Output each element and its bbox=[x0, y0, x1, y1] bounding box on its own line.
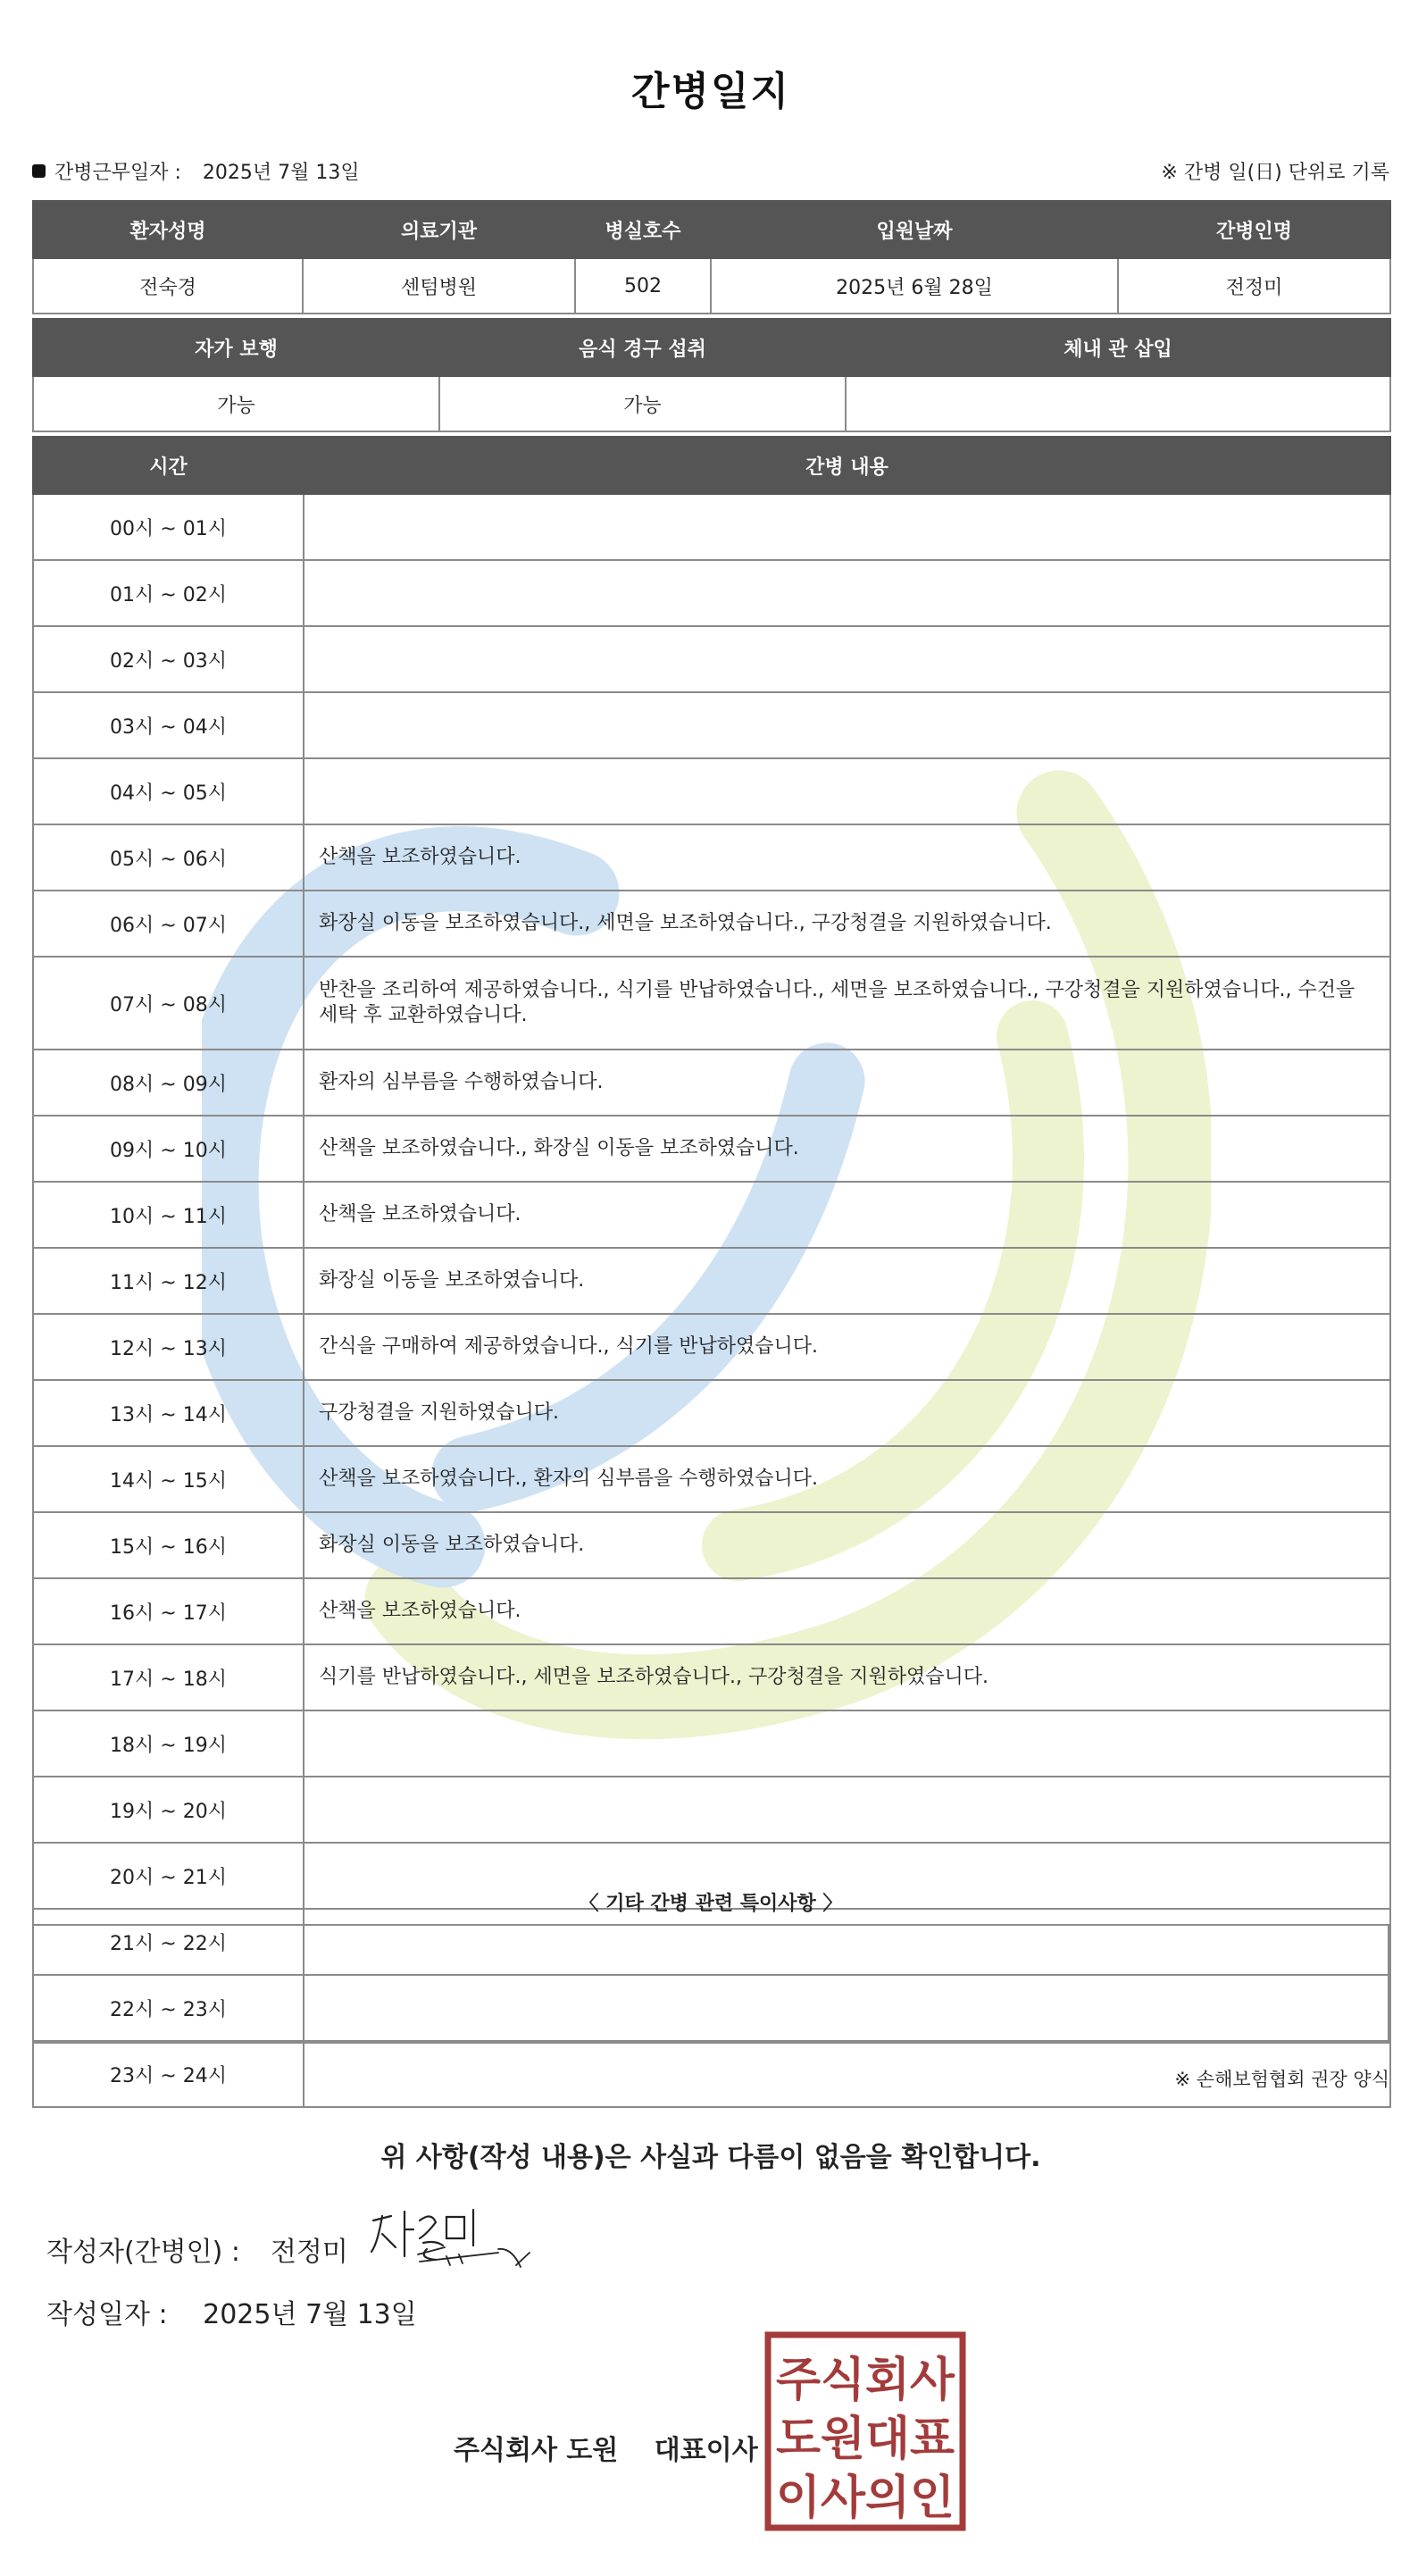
form-note: ※ 손해보험협회 권장 양식 bbox=[1174, 2069, 1389, 2090]
table-row bbox=[33, 1710, 1390, 1777]
content-cell bbox=[304, 494, 1390, 560]
table-row bbox=[33, 957, 1390, 1050]
time-cell: 16시 ~ 17시 bbox=[33, 1578, 304, 1644]
tube-insertion-value bbox=[846, 376, 1390, 431]
content-cell: 화장실 이동을 보조하였습니다., 세면을 보조하였습니다., 구강청결을 지원하였습니다. bbox=[304, 891, 1390, 957]
bullet-square-icon bbox=[32, 164, 46, 178]
writer-row bbox=[46, 2229, 348, 2269]
table-row bbox=[33, 1116, 1390, 1182]
oral-intake-value: 가능 bbox=[439, 376, 846, 431]
writer-name: 전정미 bbox=[270, 2237, 348, 2268]
table-row bbox=[33, 1777, 1390, 1843]
header-tube-insertion: 체내 관 삽입 bbox=[846, 319, 1390, 376]
svg-text:도원대표: 도원대표 bbox=[776, 2413, 955, 2466]
patient-info-table bbox=[32, 200, 1391, 314]
header-self-walking: 자가 보행 bbox=[33, 319, 439, 376]
hospital-name: 센텀병원 bbox=[303, 258, 575, 314]
time-cell: 22시 ~ 23시 bbox=[33, 1975, 304, 2041]
time-cell: 01시 ~ 02시 bbox=[33, 560, 304, 626]
work-date-label: 간병근무일자 : bbox=[54, 162, 181, 184]
table-row bbox=[33, 1512, 1390, 1578]
content-cell: 환자의 심부름을 수행하였습니다. bbox=[304, 1050, 1390, 1116]
time-cell: 10시 ~ 11시 bbox=[33, 1182, 304, 1248]
written-date-row bbox=[46, 2292, 417, 2331]
writer-label: 작성자(간병인) : bbox=[46, 2237, 240, 2268]
content-cell: 산책을 보조하였습니다., 환자의 심부름을 수행하였습니다. bbox=[304, 1446, 1390, 1512]
content-cell: 화장실 이동을 보조하였습니다. bbox=[304, 1512, 1390, 1578]
content-cell: 산책을 보조하였습니다., 화장실 이동을 보조하였습니다. bbox=[304, 1116, 1390, 1182]
time-cell: 13시 ~ 14시 bbox=[33, 1380, 304, 1446]
written-date-label: 작성일자 : bbox=[46, 2299, 168, 2330]
table-row bbox=[33, 1050, 1390, 1116]
content-cell bbox=[304, 626, 1390, 692]
content-cell bbox=[304, 1710, 1390, 1777]
header-time: 시간 bbox=[33, 437, 304, 494]
patient-status-table bbox=[32, 318, 1391, 432]
svg-text:이사의인: 이사의인 bbox=[776, 2471, 955, 2525]
header-room: 병실호수 bbox=[575, 201, 711, 258]
table-row bbox=[33, 1446, 1390, 1512]
time-cell: 19시 ~ 20시 bbox=[33, 1777, 304, 1843]
time-cell: 03시 ~ 04시 bbox=[33, 692, 304, 758]
confirmation-statement: 위 사항(작성 내용)은 사실과 다름이 없음을 확인합니다. bbox=[380, 2142, 1041, 2173]
header-oral-intake: 음식 경구 섭취 bbox=[439, 319, 846, 376]
header-hospital: 의료기관 bbox=[303, 201, 575, 258]
hourly-log-table bbox=[32, 436, 1391, 2108]
table-row bbox=[33, 824, 1390, 891]
time-cell: 20시 ~ 21시 bbox=[33, 1843, 304, 1909]
admission-date: 2025년 6월 28일 bbox=[711, 258, 1118, 314]
header-patient-name: 환자성명 bbox=[33, 201, 303, 258]
content-cell: 산책을 보조하였습니다. bbox=[304, 1182, 1390, 1248]
unit-note: ※ 간병 일(日) 단위로 기록 bbox=[1161, 162, 1389, 184]
table-row bbox=[33, 560, 1390, 626]
handwritten-signature bbox=[364, 2203, 543, 2274]
header-admission-date: 입원날짜 bbox=[711, 201, 1118, 258]
content-cell bbox=[304, 560, 1390, 626]
document-title: 간병일지 bbox=[630, 69, 790, 114]
time-cell: 00시 ~ 01시 bbox=[33, 494, 304, 560]
content-cell bbox=[304, 1777, 1390, 1843]
table-row bbox=[33, 1248, 1390, 1314]
table-row bbox=[33, 1578, 1390, 1644]
room-number: 502 bbox=[575, 258, 711, 314]
table-row bbox=[33, 626, 1390, 692]
time-cell: 02시 ~ 03시 bbox=[33, 626, 304, 692]
time-cell: 07시 ~ 08시 bbox=[33, 957, 304, 1050]
svg-text:주식회사: 주식회사 bbox=[776, 2354, 955, 2407]
content-cell: 산책을 보조하였습니다. bbox=[304, 824, 1390, 891]
time-cell: 23시 ~ 24시 bbox=[33, 2041, 304, 2107]
time-cell: 11시 ~ 12시 bbox=[33, 1248, 304, 1314]
time-cell: 12시 ~ 13시 bbox=[33, 1314, 304, 1380]
time-cell: 09시 ~ 10시 bbox=[33, 1116, 304, 1182]
time-cell: 18시 ~ 19시 bbox=[33, 1710, 304, 1777]
time-cell: 05시 ~ 06시 bbox=[33, 824, 304, 891]
self-walking-value: 가능 bbox=[33, 376, 439, 431]
ceo-title: 대표이사 bbox=[654, 2435, 758, 2466]
header-care-content: 간병 내용 bbox=[304, 437, 1390, 494]
special-notes-title: 〈 기타 간병 관련 특이사항 〉 bbox=[579, 1893, 843, 1915]
time-cell: 08시 ~ 09시 bbox=[33, 1050, 304, 1116]
content-cell bbox=[304, 758, 1390, 824]
content-cell bbox=[304, 692, 1390, 758]
table-row bbox=[33, 1644, 1390, 1710]
work-date-value: 2025년 7월 13일 bbox=[202, 162, 360, 184]
table-row bbox=[33, 891, 1390, 957]
time-cell: 17시 ~ 18시 bbox=[33, 1644, 304, 1710]
content-cell: 식기를 반납하였습니다., 세면을 보조하였습니다., 구강청결을 지원하였습니다. bbox=[304, 1644, 1390, 1710]
time-cell: 15시 ~ 16시 bbox=[33, 1512, 304, 1578]
content-cell: 반찬을 조리하여 제공하였습니다., 식기를 반납하였습니다., 세면을 보조하였습니다., 구강청결을 지원하였습니다., 수건을 세탁 후 교환하였습니다. bbox=[304, 957, 1390, 1050]
time-cell: 06시 ~ 07시 bbox=[33, 891, 304, 957]
table-row bbox=[33, 1380, 1390, 1446]
table-row bbox=[33, 1182, 1390, 1248]
company-name: 주식회사 도원 bbox=[454, 2435, 619, 2466]
content-cell: 구강청결을 지원하였습니다. bbox=[304, 1380, 1390, 1446]
caregiver-name: 전정미 bbox=[1118, 258, 1390, 314]
content-cell: 산책을 보조하였습니다. bbox=[304, 1578, 1390, 1644]
meta-row bbox=[32, 157, 1389, 184]
table-row bbox=[33, 494, 1390, 560]
table-row bbox=[33, 692, 1390, 758]
content-cell: 간식을 구매하여 제공하였습니다., 식기를 반납하였습니다. bbox=[304, 1314, 1390, 1380]
time-cell: 14시 ~ 15시 bbox=[33, 1446, 304, 1512]
header-caregiver-name: 간병인명 bbox=[1118, 201, 1390, 258]
time-cell: 21시 ~ 22시 bbox=[33, 1909, 304, 1975]
content-cell: 화장실 이동을 보조하였습니다. bbox=[304, 1248, 1390, 1314]
written-date-value: 2025년 7월 13일 bbox=[203, 2299, 417, 2330]
company-seal-stamp bbox=[764, 2331, 966, 2531]
special-notes-box bbox=[32, 1924, 1389, 2044]
time-cell: 04시 ~ 05시 bbox=[33, 758, 304, 824]
patient-name: 전숙경 bbox=[33, 258, 303, 314]
table-row bbox=[33, 758, 1390, 824]
company-signature-line bbox=[454, 2428, 758, 2467]
table-row bbox=[33, 1314, 1390, 1380]
